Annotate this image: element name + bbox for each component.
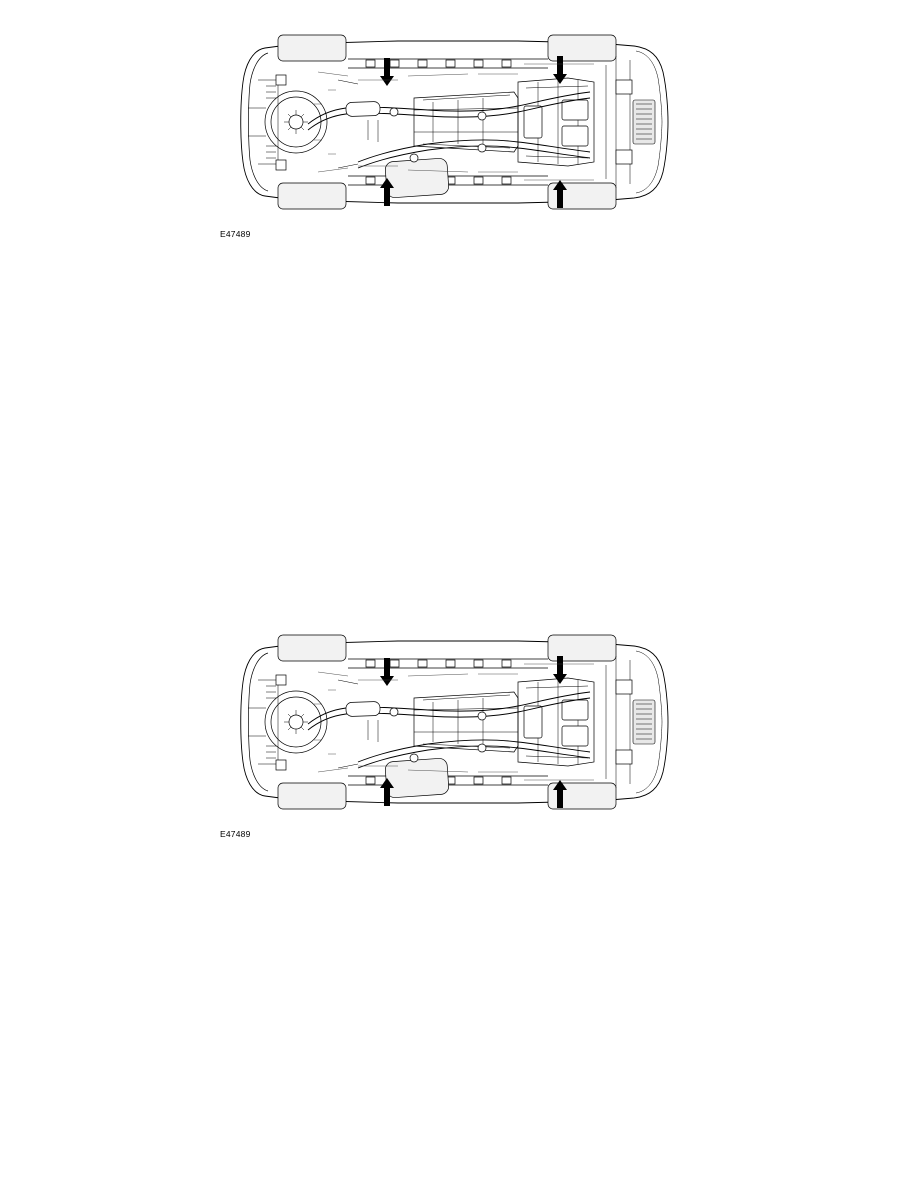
underbody-detail-lines	[314, 664, 594, 780]
figure-2	[218, 620, 688, 845]
wheel-rear-right	[278, 783, 346, 809]
front-end-assembly	[606, 56, 655, 188]
figure-2-caption: E47489	[220, 829, 251, 839]
vehicle-underbody-diagram-2	[218, 620, 688, 825]
wheel-rear-left	[278, 635, 346, 661]
transmission-tunnel	[414, 692, 518, 752]
exhaust-hangers	[338, 80, 486, 168]
exhaust-hangers	[338, 680, 486, 768]
catalytic-converter	[346, 701, 380, 716]
figure-1-caption: E47489	[220, 229, 251, 239]
figure-1	[218, 20, 688, 245]
underbody-detail-lines	[314, 64, 594, 180]
front-end-assembly	[606, 656, 655, 788]
muffler	[385, 158, 449, 198]
catalytic-converter	[346, 101, 380, 116]
transmission-tunnel	[414, 92, 518, 152]
spare-wheel	[265, 691, 327, 753]
spare-wheel	[265, 91, 327, 153]
vehicle-underbody-diagram-1	[218, 20, 688, 225]
muffler	[385, 758, 449, 798]
wheel-rear-right	[278, 183, 346, 209]
wheel-rear-left	[278, 35, 346, 61]
